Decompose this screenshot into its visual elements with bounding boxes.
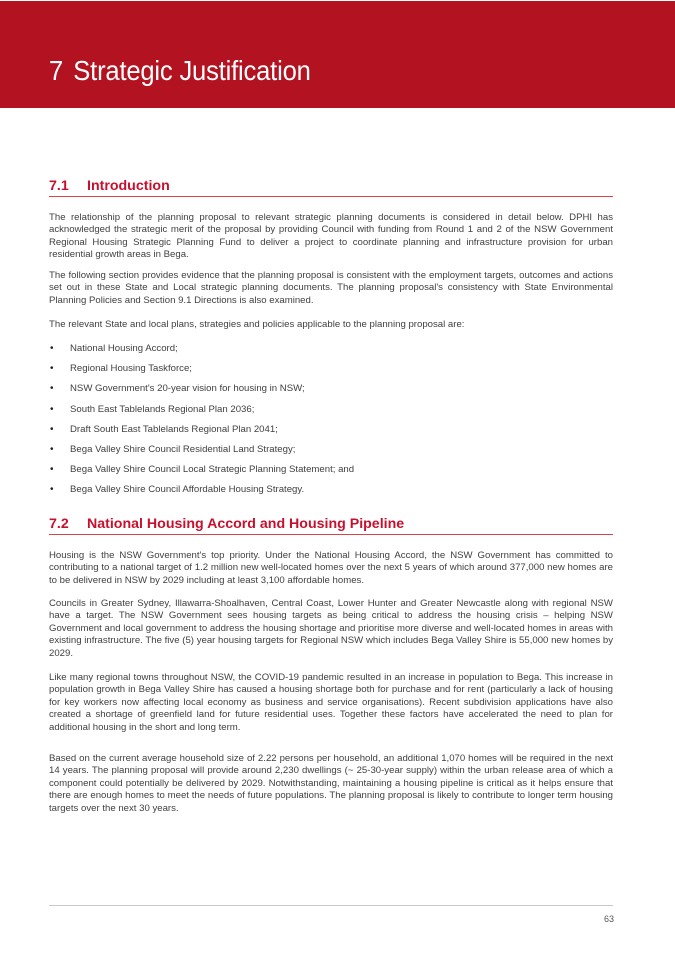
list-item: • Bega Valley Shire Council Local Strategic Planning Statement; and [50,464,355,476]
paragraph: The relevant State and local plans, strategies and policies applicable to the planning proposal are: [49,319,465,330]
bullet-icon: • [50,363,54,375]
paragraph: Councils in Greater Sydney, Illawarra-Shoalhaven, Central Coast, Lower Hunter and Greater Newcastle along with regional NSW have a target. The NSW Government sees housing targets as being critical to address the housing crisis – helping NSW Government and local government to address the housing shortage and prioritise more diverse and well-located homes in areas with existing infrastructure. The five (5) year housing targets for Regional NSW which includes Bega Valley Shire is 55,000 new homes by 2029. [49,598,613,659]
bullet-icon: • [50,464,54,476]
section-title: Introduction [87,178,170,194]
bullet-icon: • [50,343,54,354]
list-item: • Bega Valley Shire Council Affordable Housing Strategy. [50,484,305,496]
footer-divider [49,905,613,906]
section-heading-national-housing-accord [49,516,613,535]
paragraph: Housing is the NSW Government's top priority. Under the National Housing Accord, the NSW Government has committed to contributing to a national target of 1.2 million new well-located homes over the next 5 years of which around 377,000 new homes are to be delivered in NSW by 2029 including at least 3,100 affordable homes. [49,550,613,586]
list-item: • Draft South East Tablelands Regional Plan 2041; [50,423,278,435]
paragraph: The relationship of the planning proposal to relevant strategic planning documents is considered in detail below. DPHI has acknowledged the strategic merit of the proposal by providing Council with funding from Round 1 and 2 of the NSW Government Regional Housing Strategic Planning Fund to deliver a project to coordinate planning and infrastructure provision for urban residential growth areas in Bega. [49,212,613,261]
section-title: National Housing Accord and Housing Pipeline [87,516,405,532]
bullet-icon: • [50,484,54,496]
list-item: • South East Tablelands Regional Plan 2036; [50,403,255,415]
section-number: 7.2 [49,516,69,532]
page-number: 63 [603,914,614,924]
strategy-list [49,343,613,505]
paragraph: The following section provides evidence that the planning proposal is consistent with the employment targets, outcomes and actions set out in these State and Local strategic planning documents. The planning proposal's consistency with State Environmental Planning Policies and Section 9.1 Directions is also examined. [49,270,613,306]
bullet-icon: • [50,423,54,435]
chapter-title-text: Strategic Justification [73,55,311,86]
paragraph: Based on the current average household size of 2.22 persons per household, an additional 1,070 homes will be required in the next 14 years. The planning proposal will provide around 2,230 dwellings (~ 25-30-year supply) within the urban release area of which a component could potentially be delivered by 2029. Notwithstanding, maintaining a housing pipeline is critical as it helps ensure that there are enough homes to meet the needs of future populations. The planning proposal is likely to contribute to longer term housing targets over the next 30 years. [49,753,613,814]
chapter-number: 7 [49,55,64,86]
section-number: 7.1 [49,178,69,194]
list-item: • National Housing Accord; [50,343,178,354]
paragraph: Like many regional towns throughout NSW, the COVID-19 pandemic resulted in an increase in population to Bega. This increase in population growth in Bega Valley Shire has caused a housing shortage both for purchase and for rent (particularly a lack of housing for key workers now affecting local economy as business and service organisations). Recent subdivision applications have also created a shortage of greenfield land for future residential uses. Together these factors have accelerated the need to plan for additional housing in the short and long term. [49,672,613,733]
bullet-icon: • [50,383,54,395]
list-item: • NSW Government's 20-year vision for housing in NSW; [50,383,305,395]
bullet-icon: • [50,443,54,455]
list-item: • Regional Housing Taskforce; [50,363,192,375]
bullet-icon: • [50,403,54,415]
section-heading-introduction [49,178,613,197]
list-item: • Bega Valley Shire Council Residential Land Strategy; [50,443,296,455]
chapter-title [49,55,311,87]
chapter-banner [0,1,675,108]
